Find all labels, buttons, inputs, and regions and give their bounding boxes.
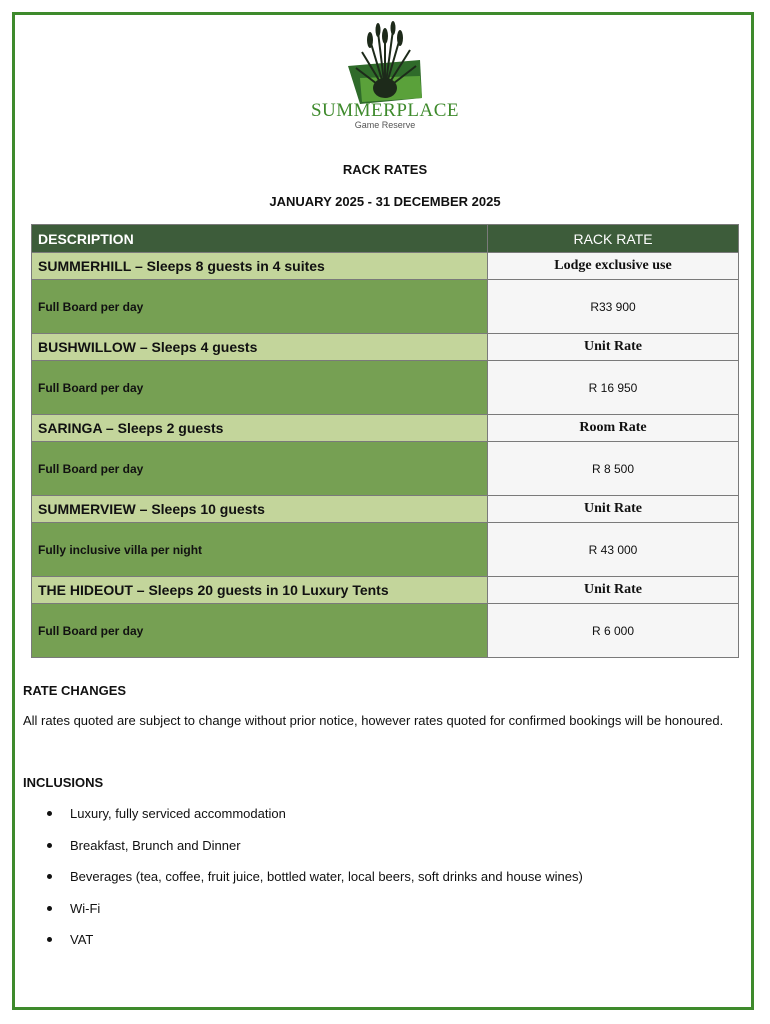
table-row (32, 523, 739, 577)
accommodation-name: SUMMERHILL – Sleeps 8 guests in 4 suites (32, 253, 488, 280)
bullet-icon (47, 843, 52, 848)
table-row (32, 334, 739, 361)
rate-description: Full Board per day (32, 280, 488, 334)
list-item (23, 893, 583, 925)
accommodation-name: SARINGA – Sleeps 2 guests (32, 415, 488, 442)
inclusion-text: Beverages (tea, coffee, fruit juice, bottled water, local beers, soft drinks and house wines) (70, 869, 583, 884)
table-row (32, 415, 739, 442)
inclusions-list (23, 798, 583, 956)
rate-price: R 6 000 (488, 604, 739, 658)
bullet-icon (47, 811, 52, 816)
rate-description: Full Board per day (32, 361, 488, 415)
inclusion-text: Wi-Fi (70, 900, 101, 916)
inclusion-text: Luxury, fully serviced accommodation (70, 806, 286, 821)
rate-price: R 8 500 (488, 442, 739, 496)
table-header-row (32, 225, 739, 253)
accommodation-name: SUMMERVIEW – Sleeps 10 guests (32, 496, 488, 523)
inclusion-text: Breakfast, Brunch and Dinner (70, 837, 241, 853)
header-rack-rate: RACK RATE (488, 225, 739, 253)
accommodation-name: THE HIDEOUT – Sleeps 20 guests in 10 Luxury Tents (32, 577, 488, 604)
rates-table (31, 224, 739, 658)
list-item (23, 830, 583, 862)
table-row (32, 442, 739, 496)
rate-price: R 43 000 (488, 523, 739, 577)
rate-description: Full Board per day (32, 604, 488, 658)
table-row (32, 577, 739, 604)
inclusions-heading: INCLUSIONS (23, 775, 104, 790)
rate-type: Lodge exclusive use (488, 253, 739, 280)
bullet-icon (47, 874, 52, 879)
rate-type: Room Rate (488, 415, 739, 442)
accommodation-name: BUSHWILLOW – Sleeps 4 guests (32, 334, 488, 361)
page-title: RACK RATES (342, 162, 428, 177)
rate-type: Unit Rate (488, 577, 739, 604)
rate-type: Unit Rate (488, 334, 739, 361)
rate-type: Unit Rate (488, 496, 739, 523)
logo-subtitle: Game Reserve (354, 120, 416, 130)
header-description: DESCRIPTION (32, 225, 488, 253)
rate-description: Fully inclusive villa per night (32, 523, 488, 577)
rate-changes-heading: RATE CHANGES (23, 683, 127, 698)
inclusion-text: VAT (70, 932, 94, 947)
rate-changes-text: All rates quoted are subject to change without prior notice, however rates quoted for confirmed bookings will be honoured. (23, 713, 724, 728)
table-row (32, 604, 739, 658)
bullet-icon (47, 906, 52, 911)
table-row (32, 280, 739, 334)
table-row (32, 253, 739, 280)
rate-description: Full Board per day (32, 442, 488, 496)
table-row (32, 361, 739, 415)
rate-period: JANUARY 2025 - 31 DECEMBER 2025 (269, 194, 501, 209)
rate-price: R 16 950 (488, 361, 739, 415)
table-row (32, 496, 739, 523)
list-item (23, 798, 583, 830)
rate-price: R33 900 (488, 280, 739, 334)
list-item (23, 924, 583, 956)
logo-name: SUMMERPLACE (310, 100, 460, 121)
bullet-icon (47, 937, 52, 942)
list-item (23, 861, 583, 893)
